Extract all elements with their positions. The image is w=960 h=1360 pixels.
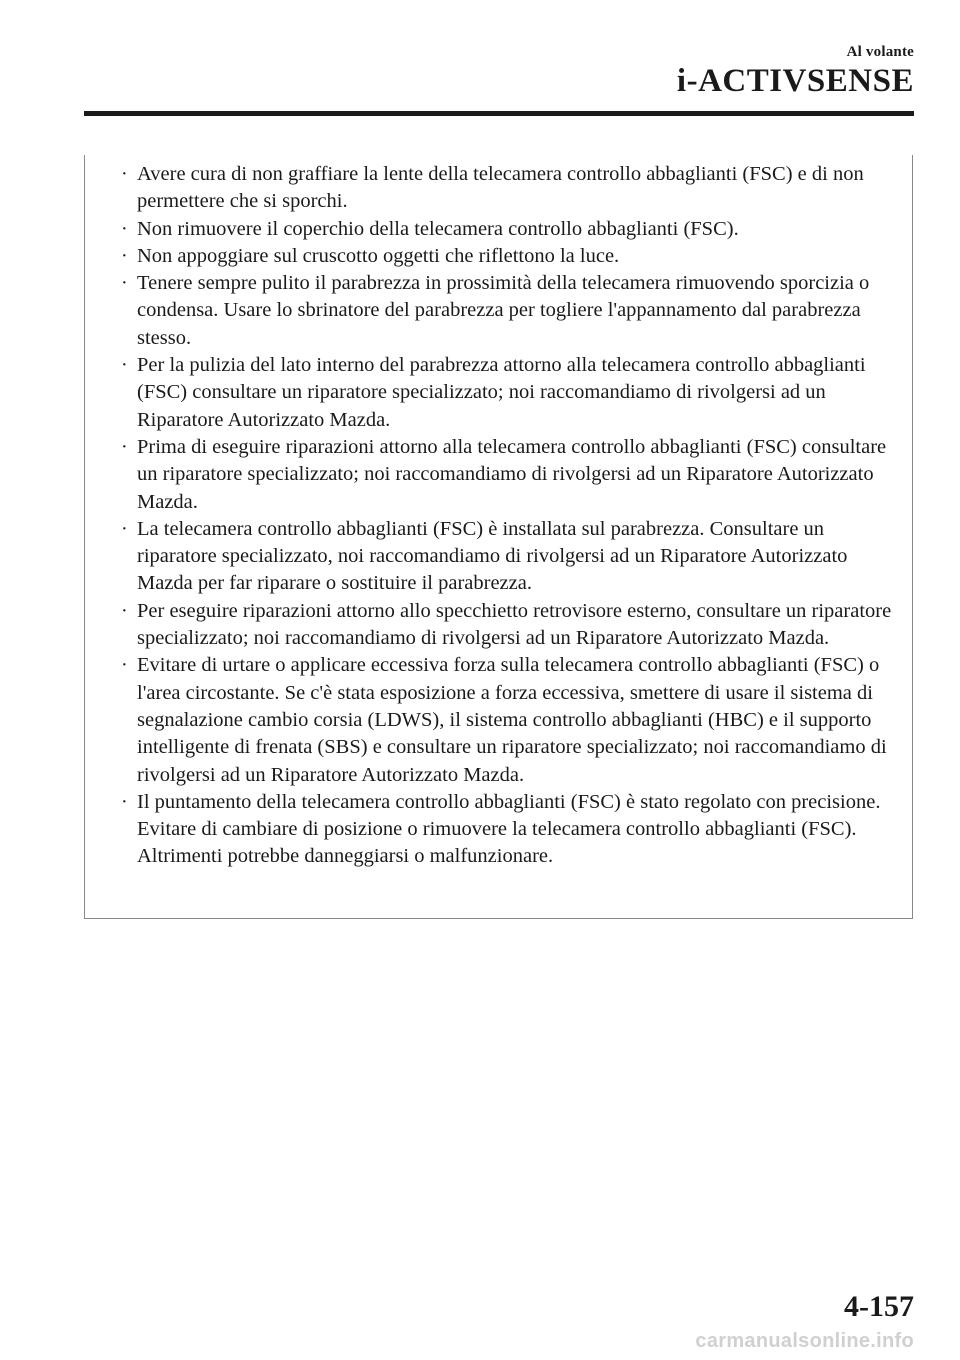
list-item-text: Per eseguire riparazioni attorno allo specchietto retrovisore esterno, consultare un riparatore specializzato; noi raccomandiamo di rivolgersi ad un Riparatore Autorizzato Mazda. (137, 599, 892, 650)
list-item-text: Avere cura di non graffiare la lente della telecamera controllo abbaglianti (FSC) e di non permettere che si sporchi. (137, 163, 864, 213)
bullet-dot-icon: · (121, 435, 128, 458)
list-item-text: Tenere sempre pulito il parabrezza in prossimità della telecamera rimuovendo sporcizia o condensa. Usare lo sbrinatore del parabrezza per togliere l'appannamento dal parabrezza stesso. (137, 272, 870, 349)
list-item-text: Per la pulizia del lato interno del parabrezza attorno alla telecamera controllo abbaglianti (FSC) consultare un riparatore specializzato; noi raccomandiamo di rivolgersi ad un Riparatore Autorizzato Mazda. (137, 354, 866, 431)
bullet-dot-icon: · (121, 163, 128, 185)
bullet-dot-icon: · (121, 354, 128, 377)
list-item-text: Non rimuovere il coperchio della telecamera controllo abbaglianti (FSC). (137, 217, 739, 240)
list-item-text: Evitare di urtare o applicare eccessiva forza sulla telecamera controllo abbaglianti (FSC) o l'area circostante. Se c'è stata esposizione a forza eccessiva, smettere di usare il sistema di segnalazione cambio corsia (LDWS), il sistema controllo abbaglianti (HBC) e il supporto intelligente di frenata (SBS) e consultare un riparatore specializzato; noi raccomandiamo di rivolgersi ad un Riparatore Autorizzato Mazda. (137, 654, 887, 786)
watermark[interactable]: carmanualsonline.info (695, 1330, 914, 1352)
list-item (115, 516, 894, 598)
list-item (115, 270, 894, 352)
list-item (115, 352, 894, 434)
page-number: 4-157 (844, 1290, 914, 1323)
bullet-dot-icon: · (121, 217, 128, 240)
bullet-dot-icon: · (121, 272, 128, 295)
list-item (115, 243, 894, 270)
header-rule (84, 111, 914, 116)
list-item-text: Non appoggiare sul cruscotto oggetti che riflettono la luce. (137, 244, 620, 267)
list-item (115, 434, 894, 516)
list-item-text: Il puntamento della telecamera controllo abbaglianti (FSC) è stato regolato con precisione. Evitare di cambiare di posizione o rimuovere la telecamera controllo abbaglianti (FSC). Altrimenti potrebbe danneggiarsi o malfunzionare. (137, 790, 881, 868)
list-item (115, 789, 894, 871)
bullet-dot-icon: · (121, 654, 128, 677)
caution-list (115, 161, 894, 871)
list-item (115, 216, 894, 243)
list-item-text: Prima di eseguire riparazioni attorno alla telecamera controllo abbaglianti (FSC) consultare un riparatore specializzato; noi raccomandiamo di rivolgersi ad un Riparatore Autorizzato Mazda. (137, 435, 887, 513)
list-item (115, 161, 894, 216)
list-item-text: La telecamera controllo abbaglianti (FSC) è installata sul parabrezza. Consultare un riparatore specializzato, noi raccomandiamo di rivolgersi ad un Riparatore Autorizzato Mazda per far riparare o sostituire il parabrezza. (137, 517, 848, 595)
caution-box (84, 155, 913, 919)
section-title: i-ACTIVSENSE (676, 63, 914, 99)
bullet-dot-icon: · (121, 790, 128, 813)
list-item (115, 598, 894, 653)
bullet-dot-icon: · (121, 517, 128, 540)
list-item (115, 652, 894, 788)
section-label: Al volante (846, 44, 914, 60)
bullet-dot-icon: · (121, 244, 128, 267)
bullet-dot-icon: · (121, 599, 128, 622)
